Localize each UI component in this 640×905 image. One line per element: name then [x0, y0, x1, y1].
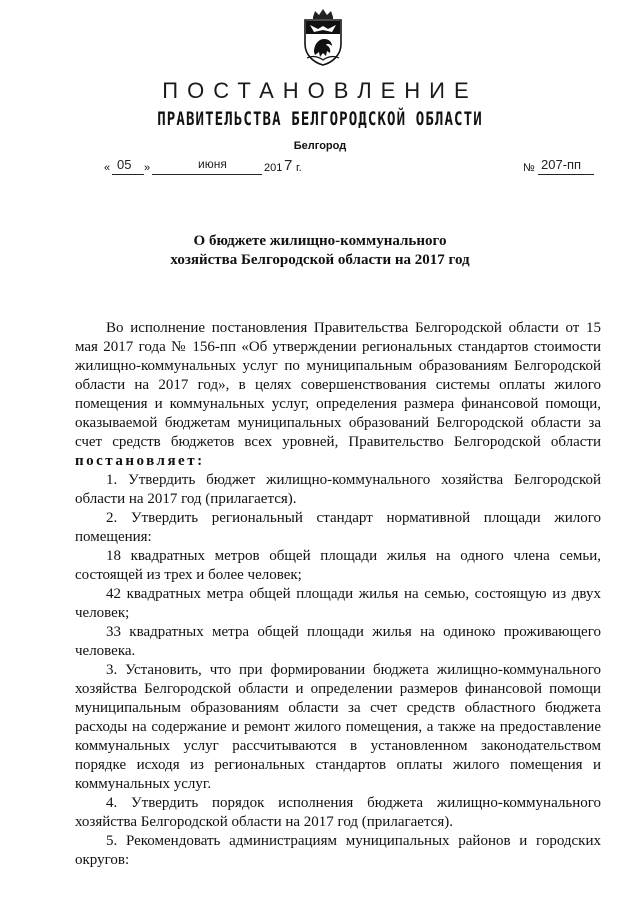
paragraph-3: 3. Установить, что при формировании бюджета жилищно-коммунального хозяйства Белгородской области и определении размеров финансовой помощи муниципальным образованиям области за счет средств областного бюджета расходы на содержание и ремонт жилого помещения, а также на предоставление коммунальных услуг рассчитываются в установленном законодательством порядке исходя из региональных стандартов оплаты жилого помещения и коммунальных услуг.: [75, 662, 601, 792]
paragraph-2: 2. Утвердить региональный стандарт нормативной площади жилого помещения:: [75, 510, 601, 545]
quote-close: »: [144, 162, 151, 174]
paragraph-1: 1. Утвердить бюджет жилищно-коммунального хозяйства Белгородской области на 2017 год (прилагается).: [75, 472, 601, 507]
subject-line-1: О бюджете жилищно-коммунального: [193, 233, 447, 249]
document-subject: [0, 232, 640, 270]
paragraph-2a: 18 квадратных метров общей площади жилья на одного члена семьи, состоящей из трех и более человек;: [75, 548, 601, 583]
issuing-authority: ПРАВИТЕЛЬСТВА БЕЛГОРОДСКОЙ ОБЛАСТИ: [157, 108, 483, 130]
year-suffix: г.: [296, 162, 302, 174]
document-body: [75, 319, 601, 870]
year-prefix: 201: [264, 162, 283, 174]
paragraph-2b: 42 квадратных метра общей площади жилья на семью, состоящую из двух человек;: [75, 586, 601, 621]
subject-line-2: хозяйства Белгородской области на 2017 год: [170, 252, 470, 268]
quote-open: «: [104, 162, 111, 174]
decree-word: постановляет:: [75, 453, 205, 469]
number-label: №: [523, 162, 535, 174]
document-title: ПОСТАНОВЛЕНИЕ: [162, 78, 478, 103]
intro-text: Во исполнение постановления Правительства Белгородской области от 15 мая 2017 года № 156-пп «Об утверждении региональных стандартов стоимости жилищно-коммунальных услуг по муниципальным образованиям Белгородской области на 2017 год», в целях совершенствования системы оплаты жилого помещения и коммунальных услуг, определения размера финансовой помощи, оказываемой бюджетам муниципальных образований Белгородской области за счет средств бюджетов всех уровней, Правительство Белгородской области: [75, 320, 601, 450]
paragraph-2c: 33 квадратных метра общей площади жилья на одиноко проживающего человека.: [75, 624, 601, 659]
year-digit: 7: [284, 157, 293, 174]
date-month: июня: [198, 157, 227, 171]
paragraph-4: 4. Утвердить порядок исполнения бюджета жилищно-коммунального хозяйства Белгородской области на 2017 год (прилагается).: [75, 795, 601, 830]
intro-paragraph: [75, 319, 601, 471]
date-number-line: [104, 157, 604, 182]
city-name: Белгород: [293, 140, 347, 152]
paragraph-5: 5. Рекомендовать администрациям муниципальных районов и городских округов:: [75, 833, 601, 868]
coat-of-arms-icon: [299, 8, 347, 66]
document-number: 207-пп: [541, 157, 582, 172]
date-day: 05: [117, 157, 132, 172]
